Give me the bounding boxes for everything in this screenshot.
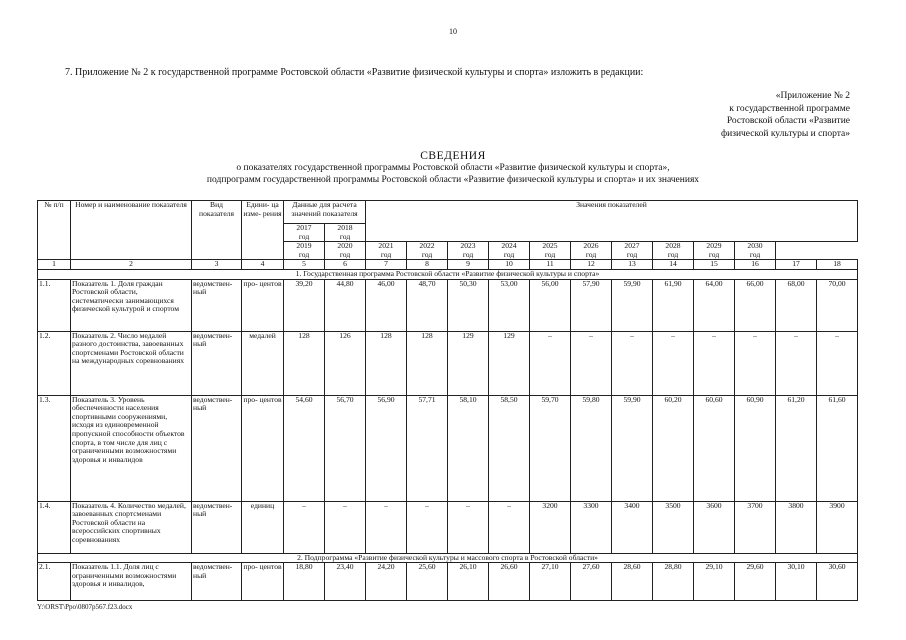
value-cell: – — [735, 331, 776, 395]
year-label: 2019 — [296, 241, 312, 251]
year-suffix: год — [380, 249, 392, 259]
indicator-name: Показатель 2. Число медалей разного достоинства, завоеванных спортсменами Ростовской области на международных соревнованиях — [71, 331, 192, 395]
heading-line: подпрограмм государственной программы Ростовской области «Развитие физической культуры и спорта» и их значениях — [206, 174, 700, 185]
year-header-2023 — [448, 242, 489, 260]
year-label: 2025 — [542, 241, 558, 251]
heading-title: СВЕДЕНИЯ — [420, 150, 486, 162]
value-cell: 30,10 — [776, 563, 817, 601]
year-suffix: год — [298, 249, 310, 259]
header-name: Номер и наименование показателя — [71, 201, 192, 260]
appendix-line: Ростовской области «Развитие — [726, 116, 850, 126]
appendix-caption — [721, 90, 850, 140]
value-cell: 28,80 — [653, 563, 694, 601]
value-cell: 57,90 — [571, 279, 612, 331]
year-suffix: год — [667, 249, 679, 259]
value-cell: 3900 — [817, 501, 858, 553]
year-label: 2017 — [296, 223, 312, 232]
value-cell: – — [694, 331, 735, 395]
table-row — [38, 501, 858, 553]
value-cell: – — [284, 501, 325, 553]
year-header-2018 — [325, 224, 366, 242]
measure-unit: про- центов — [242, 279, 284, 331]
indicator-type: ведомствен- ный — [192, 395, 242, 501]
indicator-name: Показатель 3. Уровень обеспеченности населения спортивными сооружениями, исходя из единовременной пропускной способности объектов спорта, в том числе для лиц с ограниченными возможностями здоровья и инвалидов — [71, 395, 192, 501]
year-header-2024 — [489, 242, 530, 260]
year-label: 2023 — [460, 241, 476, 251]
value-cell: 3400 — [612, 501, 653, 553]
value-cell: 60,60 — [694, 395, 735, 501]
value-cell: 59,90 — [612, 279, 653, 331]
table-row — [38, 563, 858, 601]
value-cell: 29,60 — [735, 563, 776, 601]
year-header-2020 — [325, 242, 366, 260]
year-label: 2021 — [378, 241, 394, 251]
value-cell: – — [325, 501, 366, 553]
year-header-2029 — [694, 242, 735, 260]
value-cell: 27,10 — [530, 563, 571, 601]
year-suffix: год — [298, 231, 310, 241]
value-cell: 24,20 — [366, 563, 407, 601]
table-row — [38, 279, 858, 331]
column-number: 7 — [366, 260, 407, 270]
header-unit: Едини- ца изме- рения — [242, 201, 284, 260]
year-suffix: год — [626, 249, 638, 259]
value-cell: 59,90 — [612, 395, 653, 501]
value-cell: 68,00 — [776, 279, 817, 331]
value-cell: – — [530, 331, 571, 395]
value-cell: 3800 — [776, 501, 817, 553]
value-cell: 39,20 — [284, 279, 325, 331]
year-header-2022 — [407, 242, 448, 260]
year-suffix: год — [585, 249, 597, 259]
column-number: 15 — [694, 260, 735, 270]
column-number: 6 — [325, 260, 366, 270]
year-header-2028 — [653, 242, 694, 260]
year-suffix: год — [544, 249, 556, 259]
year-label: 2028 — [665, 241, 681, 251]
value-cell: 53,00 — [489, 279, 530, 331]
value-cell: 56,90 — [366, 395, 407, 501]
year-label: 2022 — [419, 241, 435, 251]
value-cell: 3500 — [653, 501, 694, 553]
header-data: Данные для расчета значений показателя — [284, 201, 366, 224]
row-number: 1.2. — [38, 331, 71, 395]
value-cell: 129 — [448, 331, 489, 395]
value-cell: 3300 — [571, 501, 612, 553]
year-label: 2027 — [624, 241, 640, 251]
year-suffix: год — [339, 249, 351, 259]
row-number: 1.3. — [38, 395, 71, 501]
measure-unit: про- центов — [242, 395, 284, 501]
value-cell: 3200 — [530, 501, 571, 553]
column-number: 18 — [817, 260, 858, 270]
value-cell: 28,60 — [612, 563, 653, 601]
value-cell: 59,70 — [530, 395, 571, 501]
value-cell: 26,60 — [489, 563, 530, 601]
page-number: 10 — [449, 27, 457, 36]
intro-paragraph: 7. Приложение № 2 к государственной программе Ростовской области «Развитие физической культуры и спорта» изложить в редакции: — [65, 67, 644, 78]
value-cell: 128 — [366, 331, 407, 395]
year-header-2030 — [735, 242, 776, 260]
year-header-2027 — [612, 242, 653, 260]
year-suffix: год — [708, 249, 720, 259]
value-cell: 60,20 — [653, 395, 694, 501]
value-cell: 44,80 — [325, 279, 366, 331]
value-cell: 128 — [284, 331, 325, 395]
year-suffix: год — [421, 249, 433, 259]
year-label: 2030 — [747, 241, 763, 251]
column-number: 10 — [489, 260, 530, 270]
indicator-type: ведомствен- ный — [192, 279, 242, 331]
measure-unit: про- центов — [242, 563, 284, 601]
value-cell: – — [366, 501, 407, 553]
year-suffix: год — [339, 231, 351, 241]
measure-unit: медалей — [242, 331, 284, 395]
appendix-line: «Приложение № 2 — [775, 91, 850, 101]
value-cell: 46,00 — [366, 279, 407, 331]
table-row — [38, 395, 858, 501]
year-label: 2029 — [706, 241, 722, 251]
value-cell: – — [776, 331, 817, 395]
column-number: 5 — [284, 260, 325, 270]
value-cell: – — [571, 331, 612, 395]
year-suffix: год — [462, 249, 474, 259]
row-number: 1.4. — [38, 501, 71, 553]
appendix-line: физической культуры и спорта» — [720, 128, 850, 139]
document-heading — [0, 150, 906, 186]
year-header-2026 — [571, 242, 612, 260]
indicator-name: Показатель 1.1. Доля лиц с ограниченными возможностями здоровья и инвалидов, — [71, 563, 192, 601]
year-label: 2026 — [583, 241, 599, 251]
column-number: 11 — [530, 260, 571, 270]
value-cell: 126 — [325, 331, 366, 395]
column-number: 2 — [71, 260, 192, 270]
column-number: 16 — [735, 260, 776, 270]
section-heading: 1. Государственная программа Ростовской области «Развитие физической культуры и спорта» — [38, 269, 858, 279]
year-suffix: год — [503, 249, 515, 259]
value-cell: 129 — [489, 331, 530, 395]
row-number: 1.1. — [38, 279, 71, 331]
value-cell: 27,60 — [571, 563, 612, 601]
row-number: 2.1. — [38, 563, 71, 601]
year-header-2025 — [530, 242, 571, 260]
value-cell: 70,00 — [817, 279, 858, 331]
indicator-type: ведомствен- ный — [192, 563, 242, 601]
value-cell: 56,70 — [325, 395, 366, 501]
header-values: Значения показателей — [366, 201, 858, 242]
value-cell: 58,50 — [489, 395, 530, 501]
value-cell: 25,60 — [407, 563, 448, 601]
file-path-footer: Y:\ORST\Ppo\0807p567.f23.docx — [37, 603, 133, 611]
table-row — [38, 331, 858, 395]
value-cell: 50,30 — [448, 279, 489, 331]
value-cell: 29,10 — [694, 563, 735, 601]
column-number: 4 — [242, 260, 284, 270]
column-number: 9 — [448, 260, 489, 270]
column-number: 3 — [192, 260, 242, 270]
value-cell: 128 — [407, 331, 448, 395]
year-header-2017 — [284, 224, 325, 242]
value-cell: – — [817, 331, 858, 395]
value-cell: 56,00 — [530, 279, 571, 331]
value-cell: 60,90 — [735, 395, 776, 501]
value-cell: – — [612, 331, 653, 395]
column-number: 12 — [571, 260, 612, 270]
year-label: 2020 — [337, 241, 353, 251]
indicator-type: ведомствен- ный — [192, 501, 242, 553]
value-cell: 64,00 — [694, 279, 735, 331]
header-num: № п/п — [38, 201, 71, 260]
value-cell: 54,60 — [284, 395, 325, 501]
value-cell: 48,70 — [407, 279, 448, 331]
header-type: Вид показателя — [192, 201, 242, 260]
column-number: 8 — [407, 260, 448, 270]
value-cell: 26,10 — [448, 563, 489, 601]
year-header-2021 — [366, 242, 407, 260]
year-suffix: год — [749, 249, 761, 259]
value-cell: 3600 — [694, 501, 735, 553]
heading-line: о показателях государственной программы Ростовской области «Развитие физической культуры и спорта», — [236, 163, 670, 173]
column-number: 17 — [776, 260, 817, 270]
value-cell: 18,80 — [284, 563, 325, 601]
value-cell: 57,71 — [407, 395, 448, 501]
value-cell: – — [407, 501, 448, 553]
indicator-name: Показатель 1. Доля граждан Ростовской области, систематически занимающихся физической культурой и спортом — [71, 279, 192, 331]
value-cell: – — [489, 501, 530, 553]
section-heading: 2. Подпрограмма «Развитие физической культуры и массового спорта в Ростовской области» — [38, 553, 858, 563]
column-number: 14 — [653, 260, 694, 270]
value-cell: 59,80 — [571, 395, 612, 501]
value-cell: – — [448, 501, 489, 553]
value-cell: 61,60 — [817, 395, 858, 501]
value-cell: 23,40 — [325, 563, 366, 601]
value-cell: 30,60 — [817, 563, 858, 601]
value-cell: 61,20 — [776, 395, 817, 501]
indicator-type: ведомствен- ный — [192, 331, 242, 395]
value-cell: 61,90 — [653, 279, 694, 331]
value-cell: 58,10 — [448, 395, 489, 501]
year-header-2019 — [284, 242, 325, 260]
value-cell: 3700 — [735, 501, 776, 553]
indicator-name: Показатель 4. Количество медалей, завоеванных спортсменами Ростовской области на всероссийских спортивных соревнованиях — [71, 501, 192, 553]
column-number: 13 — [612, 260, 653, 270]
year-label: 2024 — [501, 241, 517, 251]
value-cell: – — [653, 331, 694, 395]
measure-unit: единиц — [242, 501, 284, 553]
year-label: 2018 — [337, 223, 353, 232]
value-cell: 66,00 — [735, 279, 776, 331]
indicators-table — [37, 200, 858, 601]
appendix-line: к государственной программе — [729, 103, 850, 114]
column-number: 1 — [38, 260, 71, 270]
